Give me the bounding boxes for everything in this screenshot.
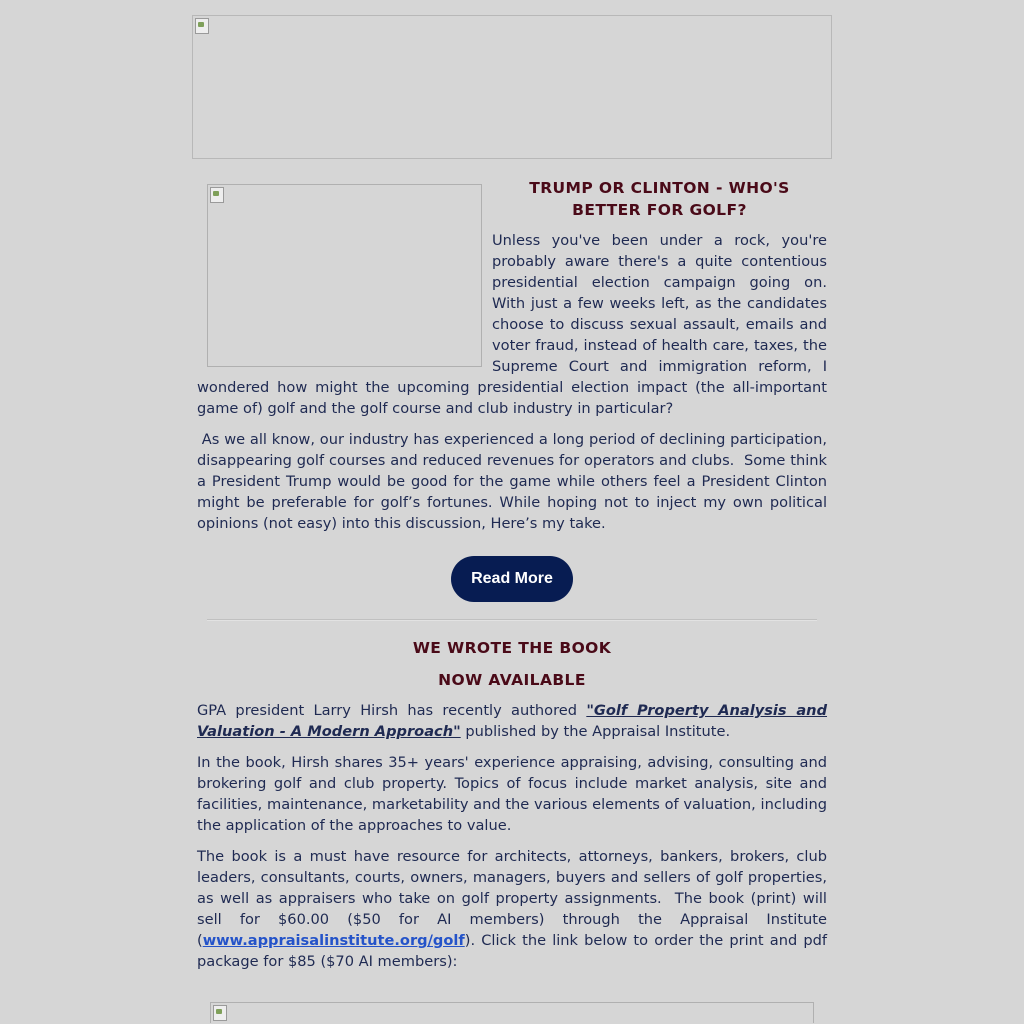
read-more-row bbox=[197, 556, 827, 602]
order-book-image[interactable] bbox=[210, 1002, 814, 1023]
book-paragraph-3 bbox=[197, 846, 827, 972]
article-section bbox=[197, 177, 827, 534]
book-paragraph-1 bbox=[197, 700, 827, 742]
book-subheading: NOW AVAILABLE bbox=[438, 671, 586, 689]
article-photo bbox=[207, 184, 482, 367]
newsletter-content bbox=[192, 177, 832, 1023]
book-title-link[interactable]: "Golf Property Analysis and Valuation - A Modern Approach" bbox=[197, 702, 828, 740]
article-title: TRUMP OR CLINTON - WHO'S BETTER FOR GOLF? bbox=[529, 179, 790, 219]
article-paragraph-2: As we all know, our industry has experienced a long period of declining participation, disappearing golf courses and reduced revenues for operators and clubs. Some think a President Trump would be good for the game while others feel a President Clinton might be preferable for golf’s fortunes. While hoping not to inject my own political opinions (not easy) into this discussion, Here’s my take. bbox=[197, 431, 827, 532]
broken-image-icon bbox=[195, 18, 209, 34]
broken-image-icon bbox=[213, 1005, 227, 1021]
book-paragraph-2: In the book, Hirsh shares 35+ years' experience appraising, advising, consulting and brokering golf and club property. Topics of focus include market analysis, site and facilities, maintenance, marketability and the various elements of valuation, including the application of the approaches to value. bbox=[197, 754, 827, 834]
appraisal-institute-link[interactable]: www.appraisalinstitute.org/golf bbox=[202, 932, 465, 949]
book-heading: WE WROTE THE BOOK bbox=[412, 639, 612, 657]
book-paragraph-1-tail: published by the Appraisal Institute. bbox=[460, 723, 731, 740]
book-paragraph-1-text: GPA president Larry Hirsh has recently authored bbox=[197, 702, 587, 719]
book-section bbox=[197, 637, 827, 972]
newsletter bbox=[192, 0, 832, 1023]
article-paragraph-1: Unless you've been under a rock, you're probably aware there's a quite contentious presidential election campaign going on. With just a few weeks left, as the candidates choose to discuss sexual assault, emails and voter fraud, instead of health care, taxes, the Supreme Court and immigration reform, I wondered how might the upcoming presidential election impact (the all-important game of) golf and the golf course and club industry in particular? bbox=[197, 232, 827, 417]
header-banner-image bbox=[192, 15, 832, 159]
read-more-button[interactable]: Read More bbox=[451, 556, 573, 602]
book-paragraph-3-tail: ). Click the link below to order the print and pdf package for $85 ($70 AI members): bbox=[197, 932, 827, 970]
book-paragraph-3-text: The book is a must have resource for architects, attorneys, bankers, brokers, club leaders, consultants, courts, owners, managers, buyers and sellers of golf properties, as well as appraisers who take on golf property assignments. The book (print) will sell for $60.00 ($50 for AI members) through the Appraisal Institute ( bbox=[197, 848, 827, 949]
broken-image-icon bbox=[210, 187, 224, 203]
section-divider bbox=[207, 619, 817, 621]
